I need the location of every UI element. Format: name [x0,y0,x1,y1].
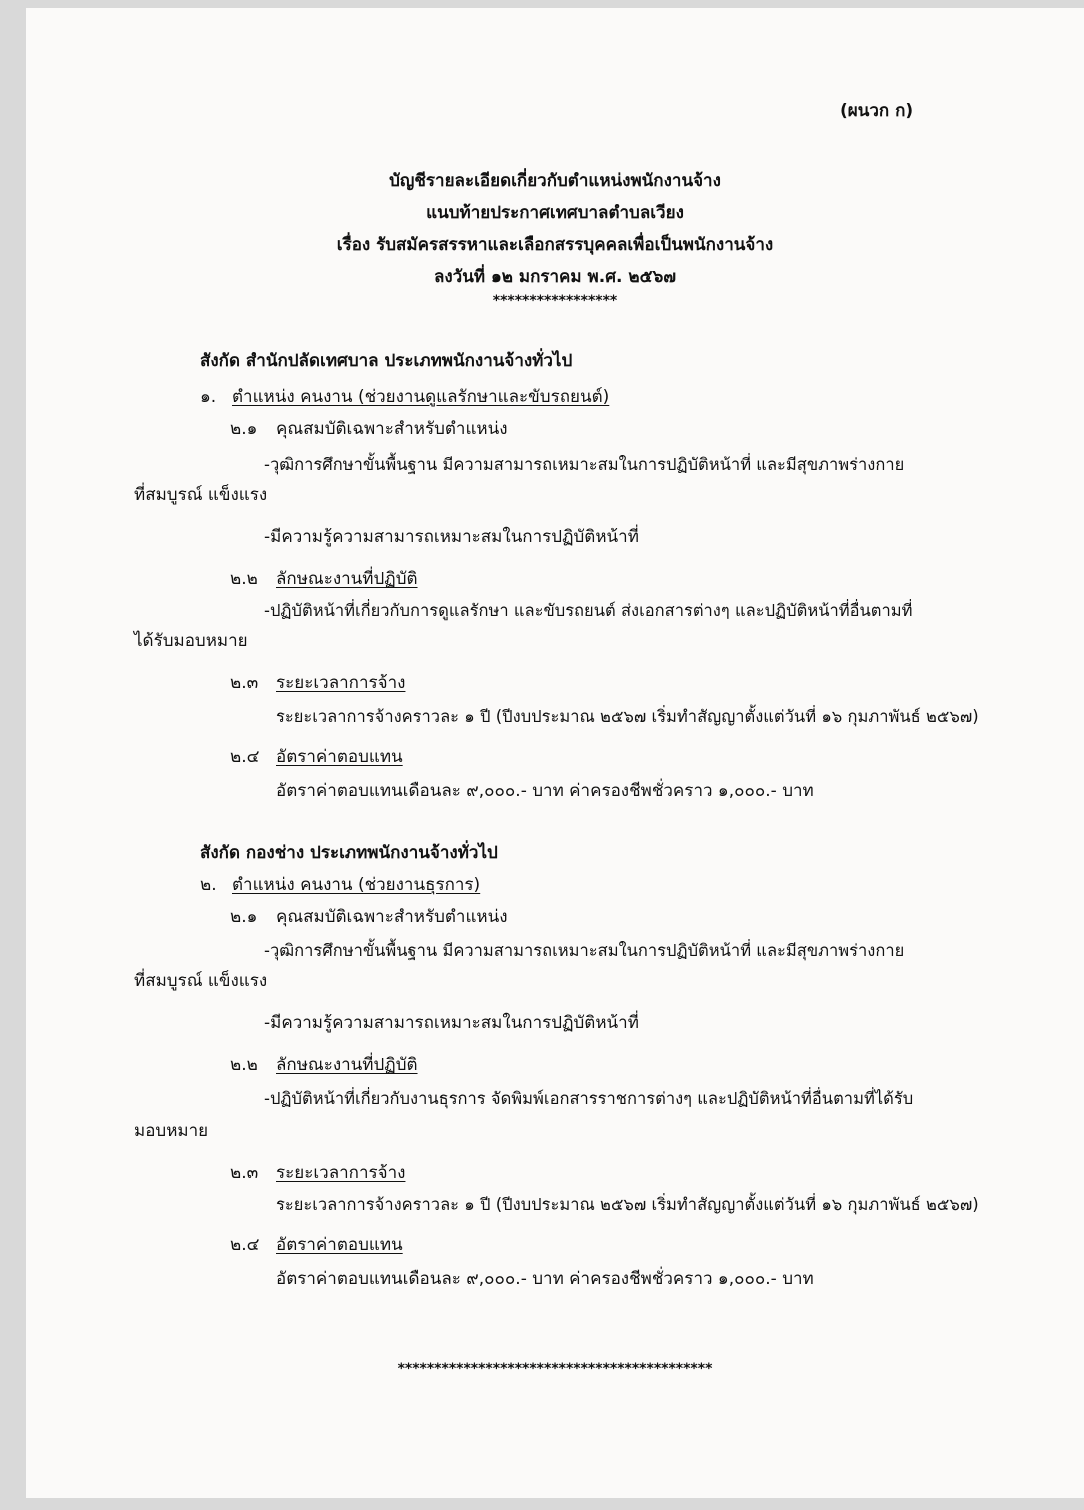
section2-duty-line1-cont: มอบหมาย [134,1121,209,1141]
title-stars-divider: ***************** [492,293,618,309]
section2-qual-number: ๒.๑ [230,907,258,927]
section2-period-line: ระยะเวลาการจ้างคราวละ ๑ ปี (ปีงบประมาณ ๒๕๖๗ เริ่มทำสัญญาตั้งแต่วันที่ ๑๖ กุมภาพันธ์ ๒๕๖๗) [276,1195,979,1214]
section1-qual-label: คุณสมบัติเฉพาะสำหรับตำแหน่ง [276,419,508,439]
section1-period-line: ระยะเวลาการจ้างคราวละ ๑ ปี (ปีงบประมาณ ๒๕๖๗ เริ่มทำสัญญาตั้งแต่วันที่ ๑๖ กุมภาพันธ์ ๒๕๖๗) [276,707,979,726]
doc-title-line1: บัญชีรายละเอียดเกี่ยวกับตำแหน่งพนักงานจ้าง [389,171,721,191]
section2-qual-line1: -วุฒิการศึกษาขั้นพื้นฐาน มีความสามารถเหมาะสมในการปฏิบัติหน้าที่ และมีสุขภาพร่างกาย [264,941,905,960]
section1-qual-number: ๒.๑ [230,419,258,439]
section1-qual-line2: -มีความรู้ความสามารถเหมาะสมในการปฏิบัติหน้าที่ [264,527,639,547]
section1-qual-line1: -วุฒิการศึกษาขั้นพื้นฐาน มีความสามารถเหมาะสมในการปฏิบัติหน้าที่ และมีสุขภาพร่างกาย [264,455,905,474]
section2-position-number: ๒. [200,875,217,895]
section2-qual-line2: -มีความรู้ความสามารถเหมาะสมในการปฏิบัติหน้าที่ [264,1013,639,1033]
section2-duty-label: ลักษณะงานที่ปฏิบัติ [276,1055,418,1075]
section2-duty-number: ๒.๒ [230,1055,258,1075]
section1-period-number: ๒.๓ [230,673,259,693]
section2-period-number: ๒.๓ [230,1163,259,1183]
section1-duty-label: ลักษณะงานที่ปฏิบัติ [276,569,418,589]
doc-title-line2: แนบท้ายประกาศเทศบาลตำบลเวียง [426,203,684,223]
section2-qual-line1-cont: ที่สมบูรณ์ แข็งแรง [134,971,268,991]
section1-rate-label: อัตราค่าตอบแทน [276,747,403,767]
doc-title-line3: เรื่อง รับสมัครสรรหาและเลือกสรรบุคคลเพื่อเป็นพนักงานจ้าง [336,235,774,255]
section1-position-number: ๑. [200,387,217,407]
footer-stars-divider: ******************************************* [397,1361,713,1377]
section2-rate-label: อัตราค่าตอบแทน [276,1235,403,1255]
section2-duty-line1: -ปฏิบัติหน้าที่เกี่ยวกับงานธุรการ จัดพิมพ์เอกสารราชการต่างๆ และปฏิบัติหน้าที่อื่นตามที่ได้รับ [264,1089,914,1108]
section2-period-label: ระยะเวลาการจ้าง [276,1163,406,1183]
section1-duty-line1: -ปฏิบัติหน้าที่เกี่ยวกับการดูแลรักษา และขับรถยนต์ ส่งเอกสารต่างๆ และปฏิบัติหน้าที่อื่นตามที่ [264,601,913,620]
section1-rate-number: ๒.๔ [230,747,260,767]
section1-position-title: ตำแหน่ง คนงาน (ช่วยงานดูแลรักษาและขับรถยนต์) [232,387,610,407]
section2-heading: สังกัด กองช่าง ประเภทพนักงานจ้างทั่วไป [200,843,498,863]
section1-duty-number: ๒.๒ [230,569,258,589]
section2-qual-label: คุณสมบัติเฉพาะสำหรับตำแหน่ง [276,907,508,927]
document-page [26,8,1084,1498]
section1-period-label: ระยะเวลาการจ้าง [276,673,406,693]
section2-position-title: ตำแหน่ง คนงาน (ช่วยงานธุรการ) [232,875,481,895]
section1-heading: สังกัด สำนักปลัดเทศบาล ประเภทพนักงานจ้างทั่วไป [200,351,573,371]
section2-rate-line: อัตราค่าตอบแทนเดือนละ ๙,๐๐๐.- บาท ค่าครองชีพชั่วคราว ๑,๐๐๐.- บาท [276,1269,814,1289]
section2-rate-number: ๒.๔ [230,1235,260,1255]
annex-label: (ผนวก ก) [840,101,914,121]
section1-qual-line1-cont: ที่สมบูรณ์ แข็งแรง [134,485,268,505]
section1-duty-line1-cont: ได้รับมอบหมาย [134,631,248,651]
section1-rate-line: อัตราค่าตอบแทนเดือนละ ๙,๐๐๐.- บาท ค่าครองชีพชั่วคราว ๑,๐๐๐.- บาท [276,781,814,801]
doc-title-date: ลงวันที่ ๑๒ มกราคม พ.ศ. ๒๕๖๗ [433,267,677,287]
